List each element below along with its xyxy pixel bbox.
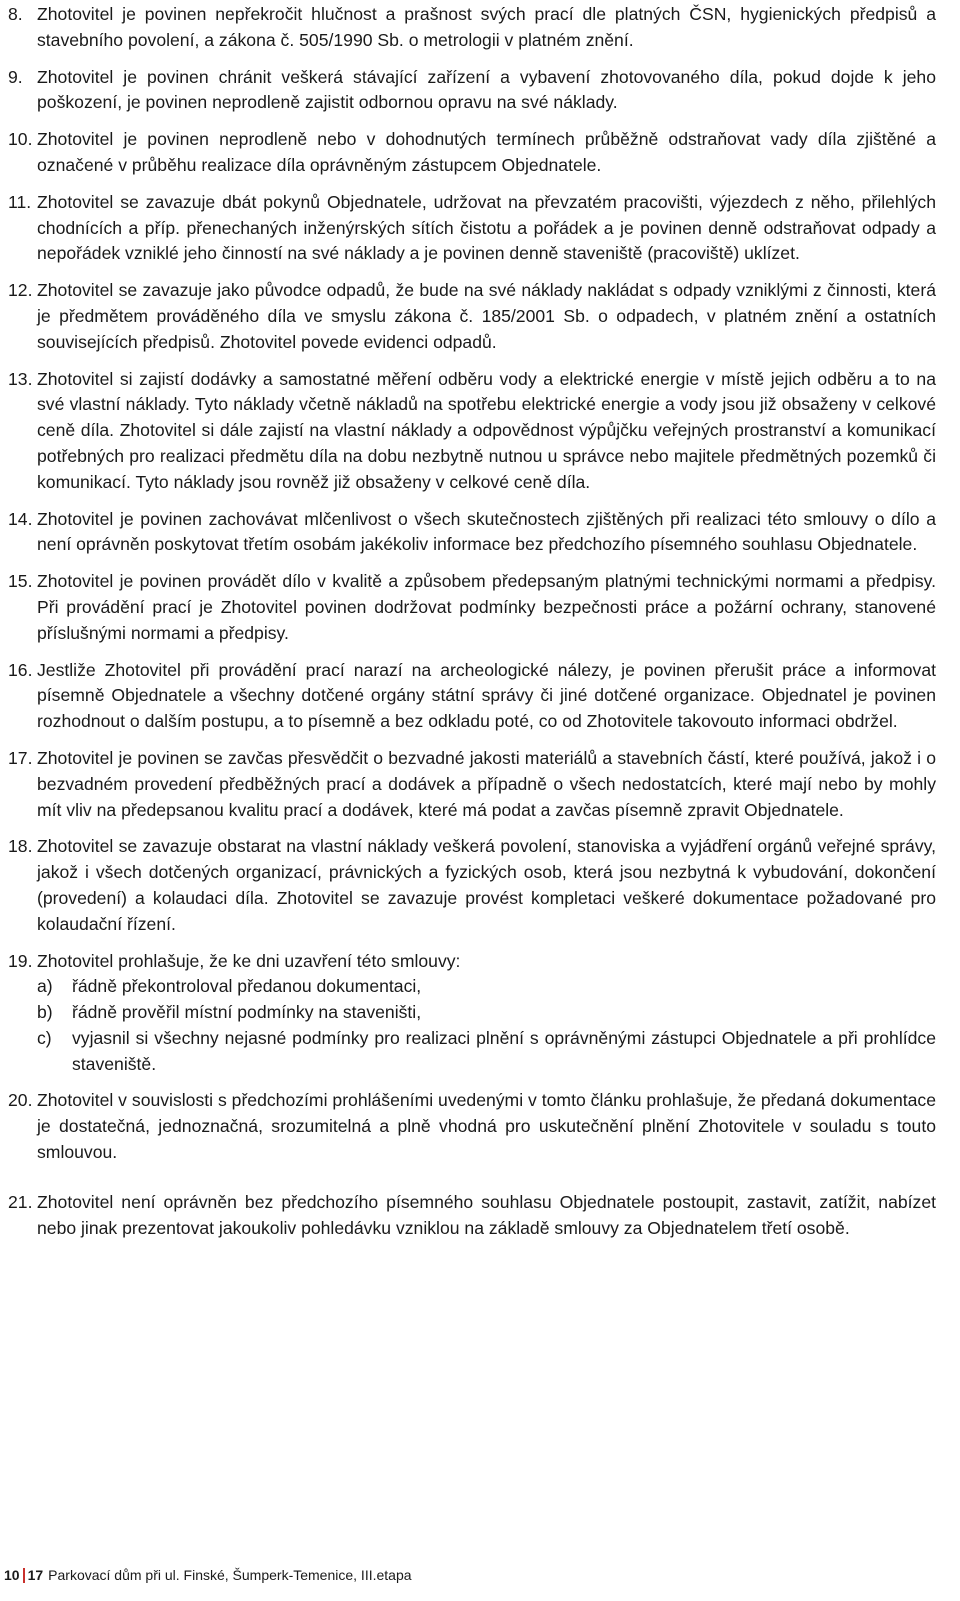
- declaration-list: [37, 974, 936, 1077]
- list-letter: c): [37, 1027, 52, 1048]
- clause-intro: Zhotovitel prohlašuje, že ke dni uzavření této smlouvy:: [37, 950, 461, 971]
- clause-9: [8, 65, 936, 117]
- clause-text: Zhotovitel je povinen chránit veškerá stávající zařízení a vybavení zhotovovaného díla, pokud dojde k jeho poškození, je povinen neprodleně zajistit odbornou opravu na své náklady.: [37, 66, 936, 113]
- clause-14: [8, 507, 936, 559]
- clause-17: [8, 746, 936, 823]
- clause-number: 15.: [8, 571, 33, 592]
- clause-text: Jestliže Zhotovitel při provádění prací narazí na archeologické nálezy, je povinen přerušit práce a informovat písemně Objednatele a všechny dotčené orgány státní správy či jiné dotčené organizace. Objednatel je povinen rozhodnout o dalším postupu, a to písemně a bez odkladu poté, co od Zhotovitele takovouto informaci obdržel.: [37, 659, 936, 732]
- clause-text: Zhotovitel si zajistí dodávky a samostatné měření odběru vody a elektrické energie v místě jejich odběru a to na své vlastní náklady. Tyto náklady včetně nákladů na spotřebu elektrické energie a vody jsou již obsaženy v celkové ceně díla. Zhotovitel si dále zajistí na vlastní náklady a odpovědnost výpůjčku veřejných prostranství a komunikací potřebných pro realizaci předmětu díla na dobu nezbytně nutnou u správce nebo majitele předmětných pozemků či komunikací. Tyto náklady jsou rovněž již obsaženy v celkové ceně díla.: [37, 368, 936, 492]
- clause-text: Zhotovitel v souvislosti s předchozími prohlášeními uvedenými v tomto článku prohlašuje, že předaná dokumentace je dostatečná, jednoznačná, srozumitelná a plně vhodná pro uskutečnění plnění Zhotovitele v souladu s touto smlouvou.: [37, 1090, 936, 1163]
- clause-number: 17.: [8, 747, 33, 768]
- clause-16: [8, 658, 936, 735]
- list-item: [37, 1026, 936, 1078]
- clause-text: Zhotovitel se zavazuje jako původce odpadů, že bude na své náklady nakládat s odpady vzniklými z činnosti, která je předmětem prováděného díla ve smyslu zákona č. 185/2001 Sb. o odpadech, v platném znění a ostatních souvisejících předpisů. Zhotovitel povede evidenci odpadů.: [37, 280, 936, 352]
- clause-number: 18.: [8, 836, 33, 857]
- clause-18: [8, 834, 936, 937]
- clause-number: 16.: [8, 659, 33, 680]
- clause-text: Zhotovitel se zavazuje dbát pokynů Objednatele, udržovat na převzatém pracovišti, výjezdech z něho, přilehlých chodnících a příp. přenechaných inženýrských sítích čistotu a pořádek a je povinen denně odstraňovat odpady a nepořádek vzniklé jeho činností na své náklady a je povinen denně staveniště (pracoviště) uklízet.: [37, 191, 936, 264]
- page-number: 10: [4, 1567, 20, 1583]
- clause-13: [8, 367, 936, 496]
- clause-11: [8, 190, 936, 267]
- clause-number: 12.: [8, 280, 33, 301]
- clause-20: [8, 1088, 936, 1165]
- clause-text: Zhotovitel je povinen nepřekročit hlučnost a prašnost svých prací dle platných ČSN, hygienických předpisů a stavebního povolení, a zákona č. 505/1990 Sb. o metrologii v platném znění.: [37, 4, 936, 50]
- list-text: řádně prověřil místní podmínky na staveništi,: [72, 1002, 422, 1023]
- clause-list: [8, 2, 936, 1252]
- footer-title: Parkovací dům při ul. Finské, Šumperk-Temenice, III.etapa: [48, 1567, 412, 1583]
- clause-number: 9.: [8, 66, 23, 87]
- clause-number: 14.: [8, 508, 33, 529]
- clause-number: 13.: [8, 368, 33, 389]
- clause-12: [8, 278, 936, 355]
- clause-number: 8.: [8, 4, 23, 24]
- clause-8: [8, 2, 936, 54]
- list-text: řádně překontroloval předanou dokumentaci,: [72, 976, 422, 997]
- list-text: vyjasnil si všechny nejasné podmínky pro realizaci plnění s oprávněnými zástupci Objednatele a při prohlídce staveniště.: [72, 1027, 936, 1074]
- clause-text: Zhotovitel není oprávněn bez předchozího písemného souhlasu Objednatele postoupit, zastavit, zatížit, nabízet nebo jinak prezentovat jakoukoliv pohledávku vzniklou na základě smlouvy za Objednatelem třetí osobě.: [37, 1191, 936, 1238]
- clause-number: 11.: [8, 191, 32, 212]
- clause-text: Zhotovitel je povinen zachovávat mlčenlivost o všech skutečnostech zjištěných při realizaci této smlouvy o dílo a není oprávněn poskytovat třetím osobám jakékoliv informace bez předchozího písemného souhlasu Objednatele.: [37, 508, 936, 555]
- clause-body: [37, 949, 936, 1078]
- page-footer: [4, 1567, 412, 1583]
- clause-text: Zhotovitel se zavazuje obstarat na vlastní náklady veškerá povolení, stanoviska a vyjádření orgánů veřejné správy, jakož i všech dotčených organizací, právnických a fyzických osob, která jsou nezbytná k vybudování, dokončení (provedení) a kolaudaci díla. Zhotovitel se zavazuje provést kompletaci veškeré dokumentace požadované pro kolaudační řízení.: [37, 836, 936, 934]
- clause-19: [8, 949, 936, 1078]
- clause-text: Zhotovitel je povinen se zavčas přesvědčit o bezvadné jakosti materiálů a stavebních částí, které používá, jakož i o bezvadném provedení předběžných prací a dodávek a případně o všech nedostatcích, které mají nebo by mohly mít vliv na předepsanou kvalitu prací a dodávek, které má podat a zavčas písemně zpravit Objednatele.: [37, 747, 936, 820]
- clause-number: 21.: [8, 1191, 33, 1212]
- list-item: [37, 1000, 936, 1026]
- clause-10: [8, 127, 936, 179]
- list-item: [37, 974, 936, 1000]
- clause-15: [8, 569, 936, 646]
- list-letter: a): [37, 976, 53, 997]
- clause-number: 20.: [8, 1090, 33, 1111]
- clause-text: Zhotovitel je povinen neprodleně nebo v dohodnutých termínech průběžně odstraňovat vady díla zjištěné a označené v průběhu realizace díla oprávněným zástupcem Objednatele.: [37, 129, 936, 175]
- list-letter: b): [37, 1002, 53, 1023]
- footer-separator: [23, 1568, 25, 1583]
- clause-text: Zhotovitel je povinen provádět dílo v kvalitě a způsobem předepsaným platnými technickými normami a předpisy. Při provádění prací je Zhotovitel povinen dodržovat podmínky bezpečnosti práce a požární ochrany, stanovené příslušnými normami a předpisy.: [37, 571, 936, 643]
- clause-number: 10.: [8, 129, 33, 150]
- clause-number: 19.: [8, 950, 33, 971]
- page-total: 17: [27, 1567, 44, 1583]
- clause-21: [8, 1190, 936, 1242]
